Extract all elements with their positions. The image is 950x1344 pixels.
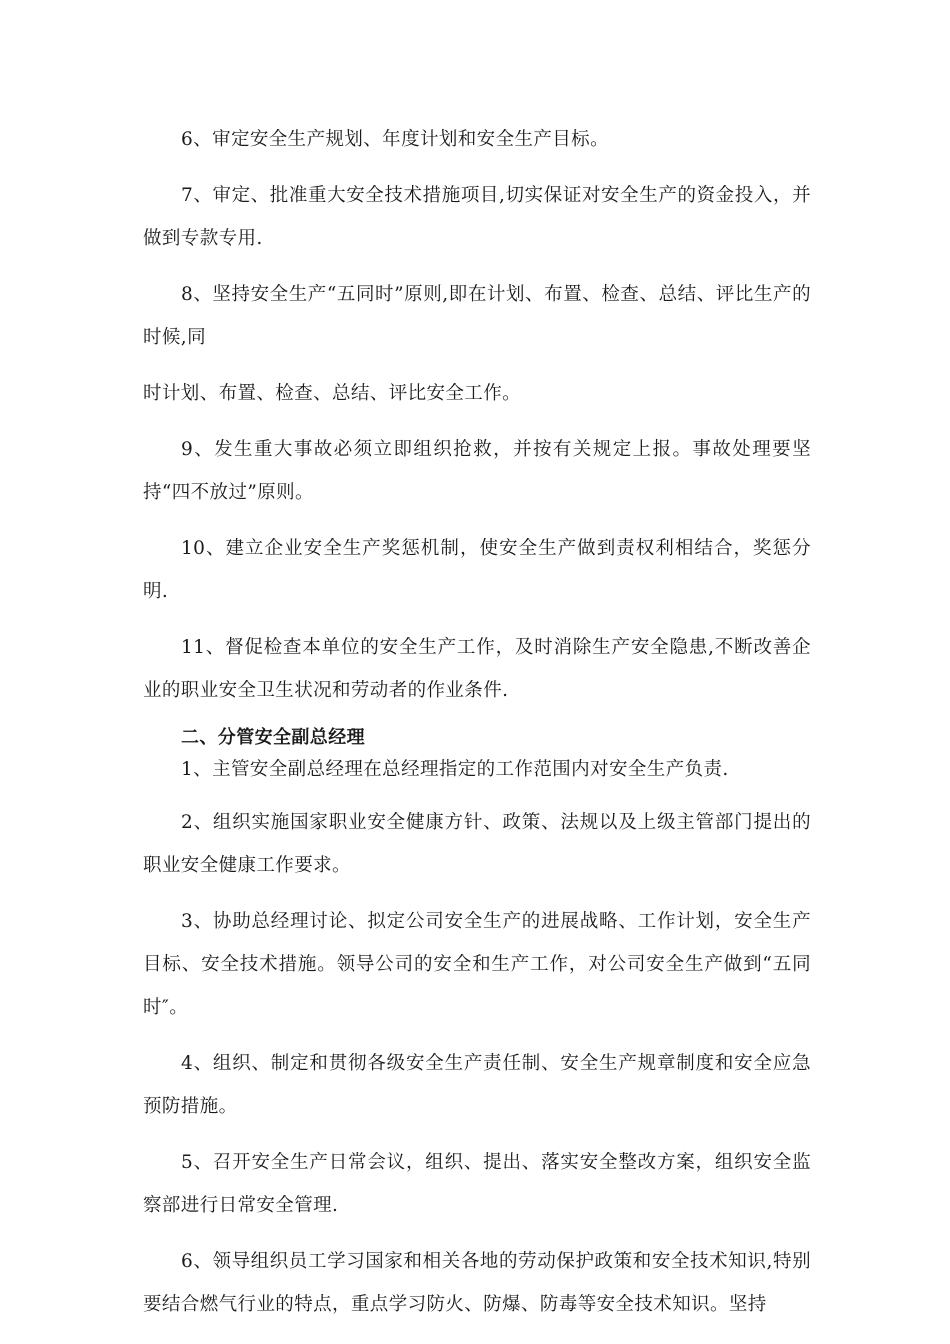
paragraph-s2-item-3: 3、协助总经理讨论、拟定公司安全生产的进展战略、工作计划，安全生产目标、安全技术措施。领导公司的安全和生产工作，对公司安全生产做到“五同时″。 — [143, 911, 811, 1018]
paragraph-item-6: 6、审定安全生产规划、年度计划和安全生产目标。 — [181, 129, 609, 150]
paragraph-s2-item-4: 4、组织、制定和贯彻各级安全生产责任制、安全生产规章制度和安全应急预防措施。 — [143, 1053, 811, 1117]
paragraph-item-11: 11、督促检查本单位的安全生产工作，及时消除生产安全隐患,不断改善企业的职业安全卫生状况和劳动者的作业条件. — [143, 637, 811, 701]
document-body — [143, 118, 811, 1326]
paragraph-s2-item-6: 6、领导组织员工学习国家和相关各地的劳动保护政策和安全技术知识,特别要结合燃气行业的特点，重点学习防火、防爆、防毒等安全技术知识。坚持 — [143, 1251, 811, 1315]
paragraph-item-7: 7、审定、批准重大安全技术措施项目,切实保证对安全生产的资金投入，并做到专款专用. — [143, 185, 811, 249]
paragraph-item-8: 8、坚持安全生产“五同时”原则,即在计划、布置、检查、总结、评比生产的时候,同 — [143, 284, 811, 348]
paragraph-item-10: 10、建立企业安全生产奖惩机制，使安全生产做到责权利相结合，奖惩分明. — [143, 538, 811, 602]
paragraph-item-8-continued: 时计划、布置、检查、总结、评比安全工作。 — [143, 383, 522, 404]
paragraph-s2-item-1: 1、主管安全副总经理在总经理指定的工作范围内对安全生产负责. — [181, 759, 729, 780]
section-heading: 二、分管安全副总经理 — [181, 727, 365, 748]
paragraph-item-9: 9、发生重大事故必须立即组织抢救，并按有关规定上报。事故处理要坚持“四不放过”原则。 — [143, 439, 811, 503]
paragraph-s2-item-5: 5、召开安全生产日常会议，组织、提出、落实安全整改方案，组织安全监察部进行日常安全管理. — [143, 1152, 811, 1216]
paragraph-s2-item-2: 2、组织实施国家职业安全健康方针、政策、法规以及上级主管部门提出的职业安全健康工作要求。 — [143, 812, 811, 876]
